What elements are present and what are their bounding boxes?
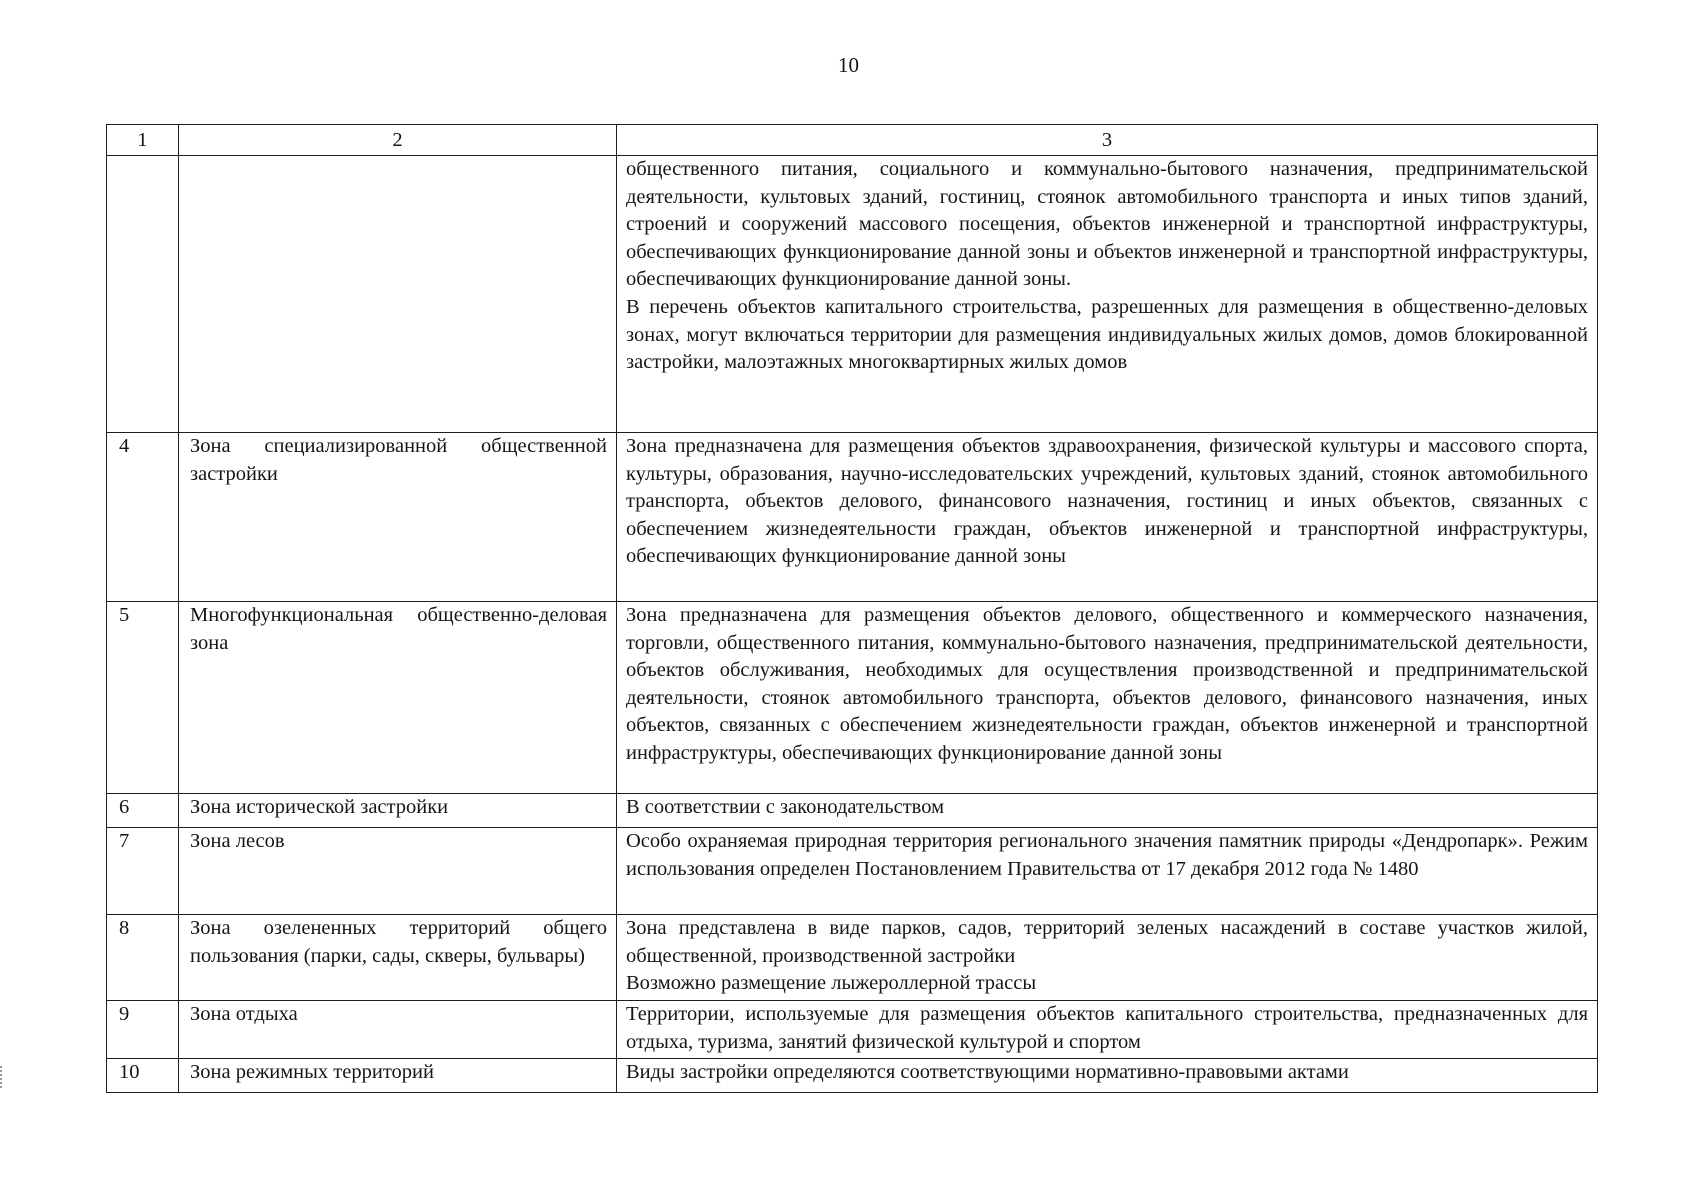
table-row: [107, 828, 1598, 915]
description-paragraph: В соответствии с законодательством: [626, 796, 945, 818]
zone-description: [617, 794, 1598, 828]
row-number: 10: [107, 1059, 179, 1093]
table-row: [107, 156, 1598, 433]
description-paragraph: общественного питания, социального и коммунально-бытового назначения, предпринимательской деятельности, культовых зданий, гостиниц, стоянок автомобильного транспорта и иных типов зданий, строений и сооружений массового посещения, объектов инженерной и транспортной инфраструктуры, обеспечивающих функционирование данной зоны и объектов инженерной и транспортной инфраструктуры, обеспечивающих функционирование данной зоны.: [626, 158, 1588, 291]
description-paragraph: В перечень объектов капитального строительства, разрешенных для размещения в общественно-деловых зонах, могут включаться территории для размещения индивидуальных жилых домов, домов блокированной застройки, малоэтажных многоквартирных жилых домов: [626, 295, 1588, 374]
zone-name: Зона озелененных территорий общего пользования (парки, сады, скверы, бульвары): [179, 915, 617, 1001]
zone-name: Зона отдыха: [179, 1001, 617, 1059]
description-paragraph: Возможно размещение лыжероллерной трассы: [626, 972, 1037, 995]
description-paragraph: Зона предназначена для размещения объектов делового, общественного и коммерческого назначения, торговли, общественного питания, коммунально-бытового назначения, предпринимательской деятельности, объектов обслуживания, необходимых для осуществления производственной и предпринимательской деятельности, стоянок автомобильного транспорта, объектов делового, финансового назначения, иных объектов, связанных с обеспечением жизнедеятельности граждан, объектов инженерной и транспортной инфраструктуры, обеспечивающих функционирование данной зоны: [626, 604, 1588, 764]
zone-name: Многофункциональная общественно-деловая зона: [179, 602, 617, 794]
zones-table: [106, 124, 1598, 1093]
row-number: [107, 156, 179, 433]
zone-description: [617, 1001, 1598, 1059]
description-paragraph: Зона предназначена для размещения объектов здравоохранения, физической культуры и массового спорта, культуры, образования, научно-исследовательских учреждений, культовых зданий, стоянок автомобильного транспорта, объектов делового, финансового назначения, гостиниц и иных объектов, связанных с обеспечением жизнедеятельности граждан, объектов инженерной и транспортной инфраструктуры, обеспечивающих функционирование данной зоны: [626, 435, 1588, 568]
row-number: 7: [107, 828, 179, 915]
zone-description: [617, 433, 1598, 602]
table-row: [107, 1001, 1598, 1059]
header-col-1: 1: [107, 125, 179, 156]
page-number: 10: [838, 53, 859, 77]
zone-name: [179, 156, 617, 433]
row-number: 4: [107, 433, 179, 602]
row-number: 9: [107, 1001, 179, 1059]
row-number: 8: [107, 915, 179, 1001]
zone-name: Зона лесов: [179, 828, 617, 915]
row-number: 6: [107, 794, 179, 828]
table-row: [107, 602, 1598, 794]
zone-description: [617, 602, 1598, 794]
zone-name: Зона исторической застройки: [179, 794, 617, 828]
zone-name: Зона режимных территорий: [179, 1059, 617, 1093]
zone-description: [617, 828, 1598, 915]
header-row: [107, 125, 1598, 156]
table-body: [107, 156, 1598, 1093]
zone-description: [617, 1059, 1598, 1093]
table-row: [107, 794, 1598, 828]
zone-name: Зона специализированной общественной застройки: [179, 433, 617, 602]
scan-margin-mark: [0, 1066, 5, 1088]
description-paragraph: Зона представлена в виде парков, садов, территорий зеленых насаждений в составе участков жилой, общественной, производственной застройки: [626, 917, 1588, 967]
table-row: [107, 1059, 1598, 1093]
description-paragraph: Территории, используемые для размещения объектов капитального строительства, предназначенных для отдыха, туризма, занятий физической культурой и спортом: [626, 1003, 1588, 1053]
header-col-2: 2: [179, 125, 617, 156]
table-header: [107, 125, 1598, 156]
zone-description: [617, 156, 1598, 433]
description-paragraph: Особо охраняемая природная территория регионального значения памятник природы «Дендропарк». Режим использования определен Постановлением Правительства от 17 декабря 2012 года № 1480: [626, 830, 1588, 880]
row-number: 5: [107, 602, 179, 794]
zone-description: [617, 915, 1598, 1001]
description-paragraph: Виды застройки определяются соответствующими нормативно-правовыми актами: [626, 1061, 1349, 1083]
header-col-3: 3: [617, 125, 1598, 156]
table-row: [107, 433, 1598, 602]
table-row: [107, 915, 1598, 1001]
